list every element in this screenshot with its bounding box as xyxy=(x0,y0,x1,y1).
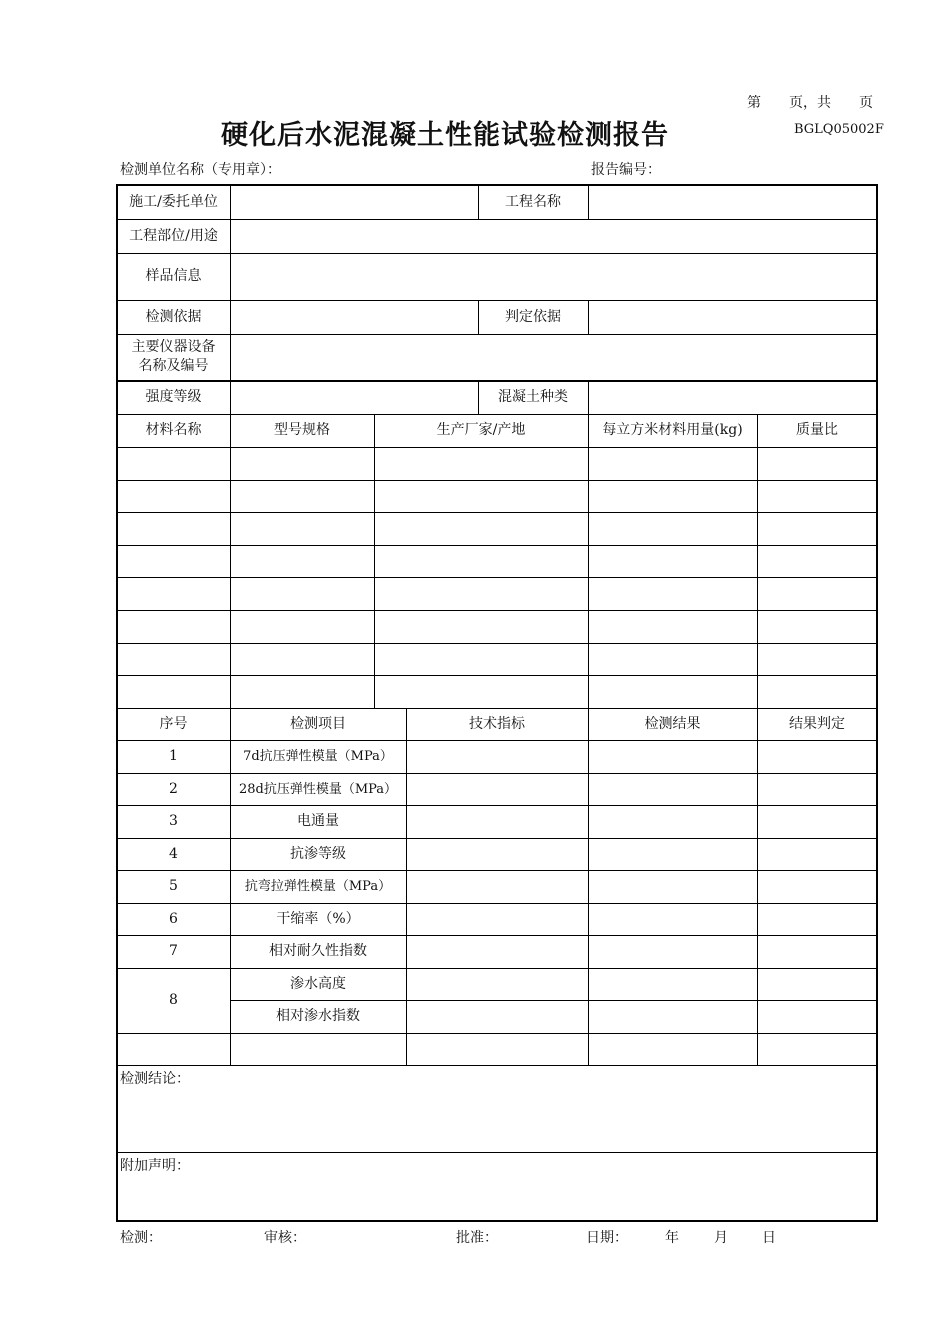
grid-line xyxy=(117,334,877,335)
date-year: 年 xyxy=(665,1230,679,1246)
grid-line xyxy=(117,1065,877,1066)
form-code: BGLQ05002F xyxy=(794,122,884,137)
tests-header-judgment: 结果判定 xyxy=(789,715,845,732)
grid-line xyxy=(117,219,877,220)
tester-label: 检测： xyxy=(120,1230,162,1246)
test-row-no: 3 xyxy=(169,813,178,829)
grid-line xyxy=(588,186,589,219)
materials-header-spec: 型号规格 xyxy=(274,422,330,438)
materials-header-mass-ratio: 质量比 xyxy=(796,422,838,438)
grid-line xyxy=(117,675,877,676)
test-row-item: 7d抗压弹性模量（MPa） xyxy=(243,749,393,764)
grid-line xyxy=(117,545,877,546)
test-row-no: 2 xyxy=(169,780,178,797)
judgment-basis-label: 判定依据 xyxy=(505,308,561,325)
test-row-item: 抗渗等级 xyxy=(290,845,346,862)
testing-unit-label: 检测单位名称（专用章）： xyxy=(120,162,281,178)
grid-line xyxy=(588,381,589,414)
tests-header-result: 检测结果 xyxy=(644,715,701,732)
client-unit-label: 施工/委托单位 xyxy=(129,194,218,210)
materials-header-name: 材料名称 xyxy=(145,422,202,438)
date-month: 月 xyxy=(714,1230,728,1246)
sample-info-label: 样品信息 xyxy=(145,268,202,284)
grid-line xyxy=(117,1033,877,1034)
reviewer-label: 审核： xyxy=(264,1230,306,1246)
test-row-item: 干缩率（%） xyxy=(276,910,360,927)
strength-grade-label: 强度等级 xyxy=(145,389,202,405)
test-row-item: 抗弯拉弹性模量（MPa） xyxy=(244,879,392,894)
test-row-item: 电通量 xyxy=(297,813,339,829)
tests-header-spec: 技术指标 xyxy=(469,715,525,732)
test-row-item: 相对耐久性指数 xyxy=(269,943,367,959)
grid-line xyxy=(117,447,877,448)
tests-header-item: 检测项目 xyxy=(290,715,346,732)
page-numbering: 第 页，共 页 xyxy=(747,95,873,111)
grid-line xyxy=(117,512,877,513)
project-name-label: 工程名称 xyxy=(505,194,561,210)
tests-header-no: 序号 xyxy=(159,715,188,732)
test-row-no: 5 xyxy=(169,878,178,894)
report-number-label: 报告编号： xyxy=(591,162,661,178)
instruments-label xyxy=(117,334,230,380)
grid-line xyxy=(406,708,407,1065)
conclusion-label: 检测结论： xyxy=(120,1071,190,1087)
grid-line xyxy=(117,610,877,611)
grid-line xyxy=(117,480,877,481)
materials-header-manufacturer: 生产厂家/产地 xyxy=(436,422,526,438)
grid-line xyxy=(117,643,877,644)
grid-line xyxy=(117,577,877,578)
instruments-label-line1: 主要仪器设备 xyxy=(131,339,216,355)
approver-label: 批准： xyxy=(456,1230,498,1246)
test-row-no: 6 xyxy=(169,910,178,927)
test-row-item: 渗水高度 xyxy=(290,975,346,992)
test-row-no: 4 xyxy=(169,845,178,862)
page-title: 硬化后水泥混凝土性能试验检测报告 xyxy=(221,120,669,151)
grid-line xyxy=(117,1152,877,1153)
date-day: 日 xyxy=(762,1230,776,1246)
instruments-label-line2: 名称及编号 xyxy=(138,358,209,374)
test-row-no: 8 xyxy=(169,992,178,1008)
location-use-label: 工程部位/用途 xyxy=(129,227,218,244)
date-label: 日期： xyxy=(586,1230,628,1246)
grid-line xyxy=(117,253,877,254)
grid-line xyxy=(588,300,589,334)
test-row-no: 1 xyxy=(169,748,178,764)
test-row-item: 28d抗压弹性模量（MPa） xyxy=(238,781,398,797)
statement-label: 附加声明： xyxy=(120,1158,190,1174)
test-row-item: 相对渗水指数 xyxy=(276,1008,360,1024)
materials-header-dosage: 每立方米材料用量(kg) xyxy=(602,422,743,438)
concrete-type-label: 混凝土种类 xyxy=(498,389,568,405)
grid-line xyxy=(374,414,375,708)
test-row-no: 7 xyxy=(169,943,178,959)
test-basis-label: 检测依据 xyxy=(145,308,202,325)
